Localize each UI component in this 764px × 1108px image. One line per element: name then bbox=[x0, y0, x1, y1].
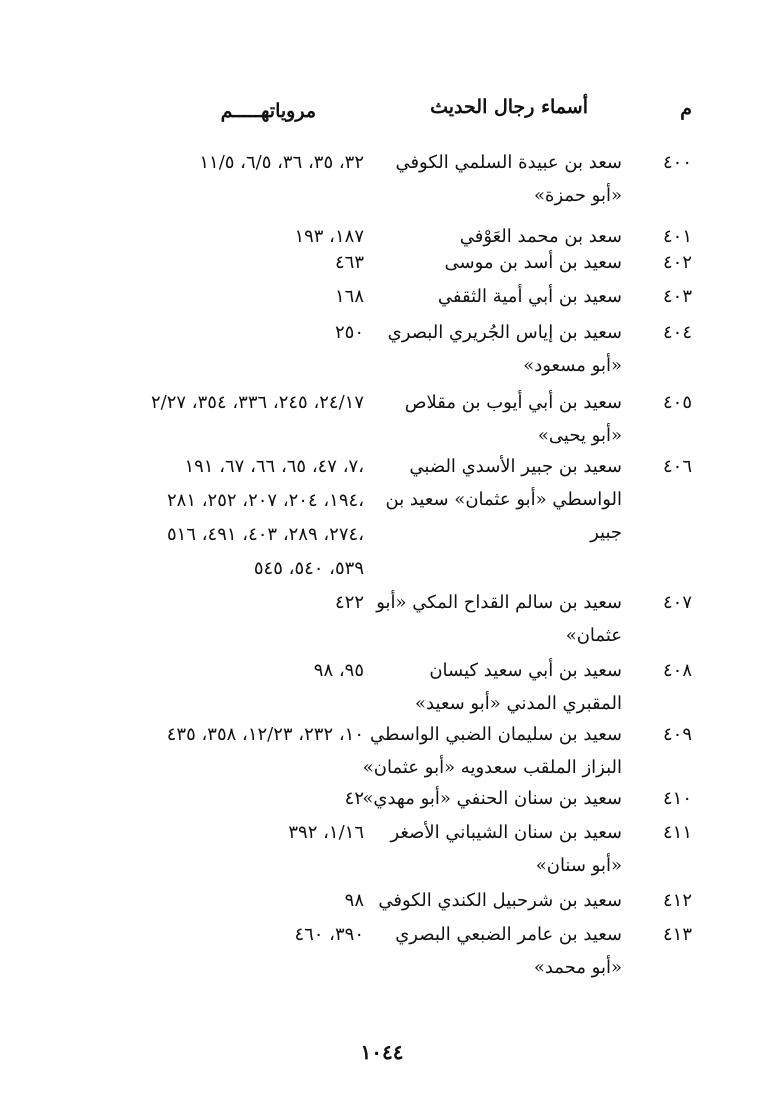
entry-number: ٤٠٨ bbox=[662, 660, 692, 681]
entry-references bbox=[64, 782, 364, 816]
entry-name bbox=[378, 884, 622, 917]
entry-name-line: سعيد بن سنان الشيباني الأصغر bbox=[390, 822, 622, 843]
entry-references bbox=[64, 816, 364, 850]
entry-references bbox=[64, 280, 364, 314]
entry-405 bbox=[0, 386, 764, 450]
entry-ref-line: ٢٤/١٧، ٢٤٥، ٣٣٦، ٣٥٤، ٢/٢٧ bbox=[151, 392, 364, 413]
entry-name-line: سعيد بن أبي أمية الثقفي bbox=[437, 286, 622, 307]
entry-406 bbox=[0, 450, 764, 586]
entry-name-line: الواسطي «أبو عثمان» سعيد بن bbox=[385, 489, 622, 510]
entries-list bbox=[0, 146, 764, 978]
entry-references bbox=[64, 654, 364, 688]
entry-name-line: «أبو سنان» bbox=[535, 855, 622, 876]
entry-name bbox=[376, 586, 622, 652]
entry-ref-line: ١٨٧، ١٩٣ bbox=[294, 226, 364, 247]
entry-ref-line: ١٩٤، ٢٠٤، ٢٠٧، ٢٥٢، ٢٨١، bbox=[166, 490, 364, 511]
entry-ref-line: ٩٨ bbox=[344, 890, 364, 911]
entry-name-line: المقبري المدني «أبو سعيد» bbox=[415, 693, 622, 714]
entry-number: ٤٠٣ bbox=[662, 286, 692, 307]
entry-name bbox=[382, 918, 622, 984]
entry-number: ٤٠٧ bbox=[662, 592, 692, 613]
entry-references bbox=[64, 918, 364, 952]
entry-name-line: سعيد بن إياس الجُريري البصري bbox=[387, 322, 622, 343]
entry-ref-line: ٢٥٠ bbox=[334, 322, 364, 343]
entry-ref-line: ٣٢، ٣٥، ٣٦، ٦/٥، ١١/٥ bbox=[199, 152, 364, 173]
entry-number: ٤٠٠ bbox=[662, 152, 692, 173]
entry-ref-line: ١٠، ٢٣٢، ١٢/٢٣، ٣٥٨، ٤٣٥ bbox=[166, 724, 364, 745]
entry-number: ٤١١ bbox=[662, 822, 692, 843]
entry-name-line: «أبو يحيى» bbox=[537, 425, 622, 446]
entry-number: ٤٠٥ bbox=[662, 392, 692, 413]
entry-name bbox=[382, 654, 622, 720]
entry-number: ٤٠٩ bbox=[662, 724, 692, 745]
entry-references bbox=[64, 884, 364, 918]
entry-name-line: سعد بن عبيدة السلمي الكوفي bbox=[395, 152, 622, 173]
entry-name-line: البزاز الملقب سعدويه «أبو عثمان» bbox=[362, 757, 622, 778]
entry-name-line: سعيد بن أبي أيوب بن مقلاص bbox=[404, 392, 622, 413]
entry-name-line: سعيد بن أبي سعيد كيسان bbox=[429, 660, 622, 681]
entry-name-line: جبير bbox=[590, 522, 622, 543]
entry-references bbox=[34, 450, 364, 586]
entry-ref-line: ٩٥، ٩٨ bbox=[313, 660, 364, 681]
entry-407 bbox=[0, 586, 764, 650]
entry-number: ٤١٢ bbox=[662, 890, 692, 911]
entry-ref-line: ٤٦٣ bbox=[334, 252, 364, 273]
entry-413 bbox=[0, 918, 764, 982]
entry-number: ٤٠٦ bbox=[662, 456, 692, 477]
entry-name-line: سعيد بن سالم القداح المكي «أبو bbox=[376, 592, 622, 613]
entry-references bbox=[64, 316, 364, 350]
entry-ref-line: ٣٩٠، ٤٦٠ bbox=[294, 924, 364, 945]
entry-name bbox=[382, 280, 622, 313]
column-header bbox=[0, 96, 764, 132]
header-names: أسماء رجال الحديث bbox=[430, 96, 588, 118]
entry-name bbox=[362, 782, 622, 815]
entry-name-line: سعيد بن عامر الضبعي البصري bbox=[395, 924, 622, 945]
entry-name bbox=[362, 718, 622, 784]
entry-400 bbox=[0, 146, 764, 210]
entry-name-line: سعيد بن سنان الحنفي «أبو مهدي» bbox=[362, 788, 622, 809]
entry-411 bbox=[0, 816, 764, 880]
entry-references bbox=[64, 586, 364, 620]
entry-404 bbox=[0, 316, 764, 380]
entry-name bbox=[382, 146, 622, 212]
entry-name-line: «أبو محمد» bbox=[533, 957, 622, 978]
entry-ref-line: ١/١٦، ٣٩٢ bbox=[288, 822, 364, 843]
entry-name bbox=[382, 386, 622, 452]
entry-name bbox=[382, 316, 622, 382]
entry-409 bbox=[0, 718, 764, 782]
entry-402 bbox=[0, 246, 764, 280]
entry-number: ٤٠٤ bbox=[662, 322, 692, 343]
entry-number: ٤٠١ bbox=[662, 226, 692, 247]
entry-name-line: سعيد بن سليمان الضبي الواسطي bbox=[370, 724, 622, 745]
entry-references bbox=[64, 146, 364, 180]
entry-408 bbox=[0, 654, 764, 718]
header-number: م bbox=[680, 98, 692, 120]
entry-ref-line: ١٦٨ bbox=[334, 286, 364, 307]
entry-name-line: سعيد بن شرحبيل الكندي الكوفي bbox=[378, 890, 622, 911]
entry-403 bbox=[0, 280, 764, 314]
entry-name-line: سعيد بن جبير الأسدي الضبي bbox=[409, 456, 622, 477]
header-narrations: مروياتهـــــم bbox=[220, 100, 316, 122]
entry-name-line: «أبو حمزة» bbox=[534, 185, 622, 206]
entry-number: ٤١٠ bbox=[662, 788, 692, 809]
entry-ref-line: ٤٢٢ bbox=[334, 592, 364, 613]
entry-410 bbox=[0, 782, 764, 816]
entry-references bbox=[64, 246, 364, 280]
entry-ref-line: ٢٧٤، ٢٨٩، ٤٠٣، ٤٩١، ٥١٦، bbox=[166, 524, 364, 545]
entry-number: ٤٠٢ bbox=[662, 252, 692, 273]
entry-name bbox=[382, 450, 622, 549]
page-number: ١٠٤٤ bbox=[360, 1040, 404, 1064]
entry-name-line: سعد بن محمد العَوْفي bbox=[459, 226, 622, 247]
entry-ref-line: ٤٢ bbox=[344, 788, 364, 809]
entry-ref-line: ٥٣٩، ٥٤٠، ٥٤٥ bbox=[253, 558, 364, 579]
entry-name-line: عثمان» bbox=[565, 625, 622, 646]
entry-number: ٤١٣ bbox=[662, 924, 692, 945]
entry-name-line: سعيد بن أسد بن موسى bbox=[444, 252, 622, 273]
entry-name bbox=[382, 816, 622, 882]
entry-412 bbox=[0, 884, 764, 918]
entry-name-line: «أبو مسعود» bbox=[523, 355, 622, 376]
entry-references bbox=[64, 718, 364, 752]
entry-references bbox=[34, 386, 364, 420]
entry-name bbox=[382, 246, 622, 279]
entry-ref-line: ٧، ٤٧، ٦٥، ٦٦، ٦٧، ١٩١، bbox=[184, 456, 364, 477]
